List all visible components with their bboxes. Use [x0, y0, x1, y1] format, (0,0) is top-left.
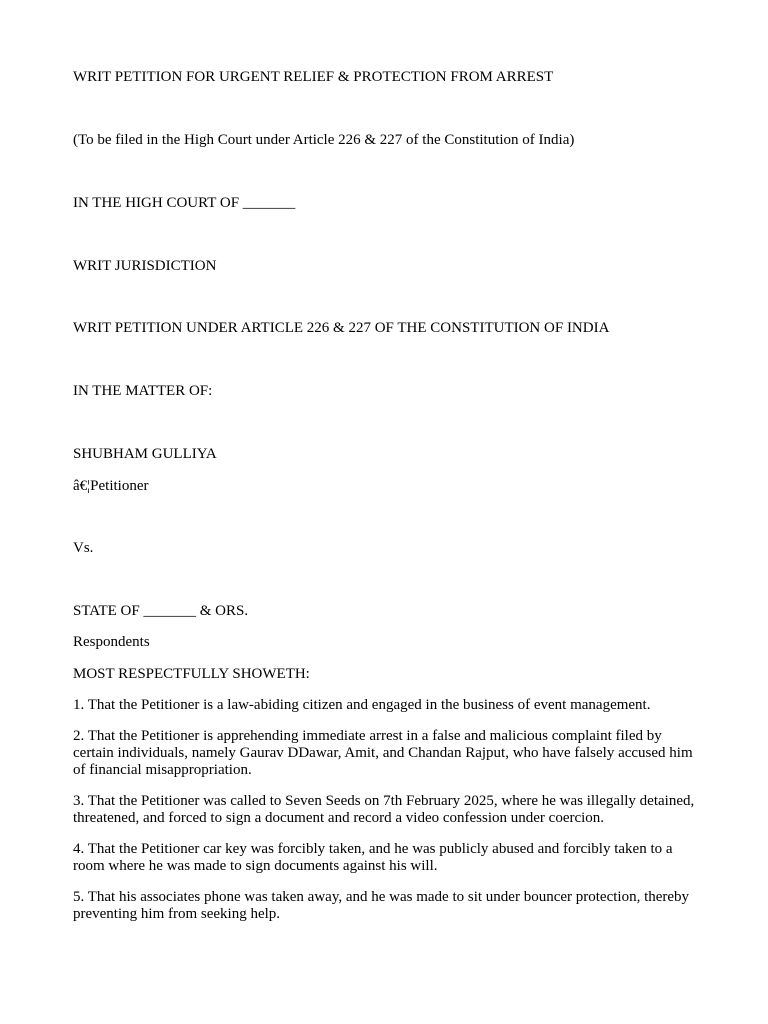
petitioner-role: â€¦Petitioner — [73, 478, 149, 494]
paragraph-3: 3. That the Petitioner was called to Seven Seeds on 7th February 2025, where he was illegally detained, threatened, and forced to sign a document and record a video confession under coercion. — [73, 793, 695, 826]
paragraph-5: 5. That his associates phone was taken away, and he was made to sit under bouncer protection, thereby preventing him from seeking help. — [73, 889, 690, 922]
matter-label: IN THE MATTER OF: — [73, 383, 213, 399]
paragraph-1: 1. That the Petitioner is a law-abiding citizen and engaged in the business of event management. — [73, 697, 651, 713]
respondent-name: STATE OF _______ & ORS. — [73, 603, 249, 619]
petition-heading: WRIT PETITION UNDER ARTICLE 226 & 227 OF THE CONSTITUTION OF INDIA — [73, 320, 610, 336]
paragraph-2: 2. That the Petitioner is apprehending immediate arrest in a false and malicious complaint filed by certain individuals, namely Gaurav DDawar, Amit, and Chandan Rajput, who have falsely accused him of financial misappropriation. — [73, 728, 693, 778]
petitioner-name: SHUBHAM GULLIYA — [73, 446, 217, 462]
respondent-role: Respondents — [73, 634, 150, 650]
showeth-heading: MOST RESPECTFULLY SHOWETH: — [73, 666, 310, 682]
paragraph-4: 4. That the Petitioner car key was forcibly taken, and he was publicly abused and forcibly taken to a room where he was made to sign documents against his will. — [73, 841, 673, 874]
versus-label: Vs. — [73, 540, 94, 556]
document-title: WRIT PETITION FOR URGENT RELIEF & PROTECTION FROM ARREST — [73, 69, 554, 85]
court-heading: IN THE HIGH COURT OF _______ — [73, 195, 296, 211]
filing-note: (To be filed in the High Court under Article 226 & 227 of the Constitution of India) — [73, 132, 575, 148]
jurisdiction-heading: WRIT JURISDICTION — [73, 258, 217, 274]
